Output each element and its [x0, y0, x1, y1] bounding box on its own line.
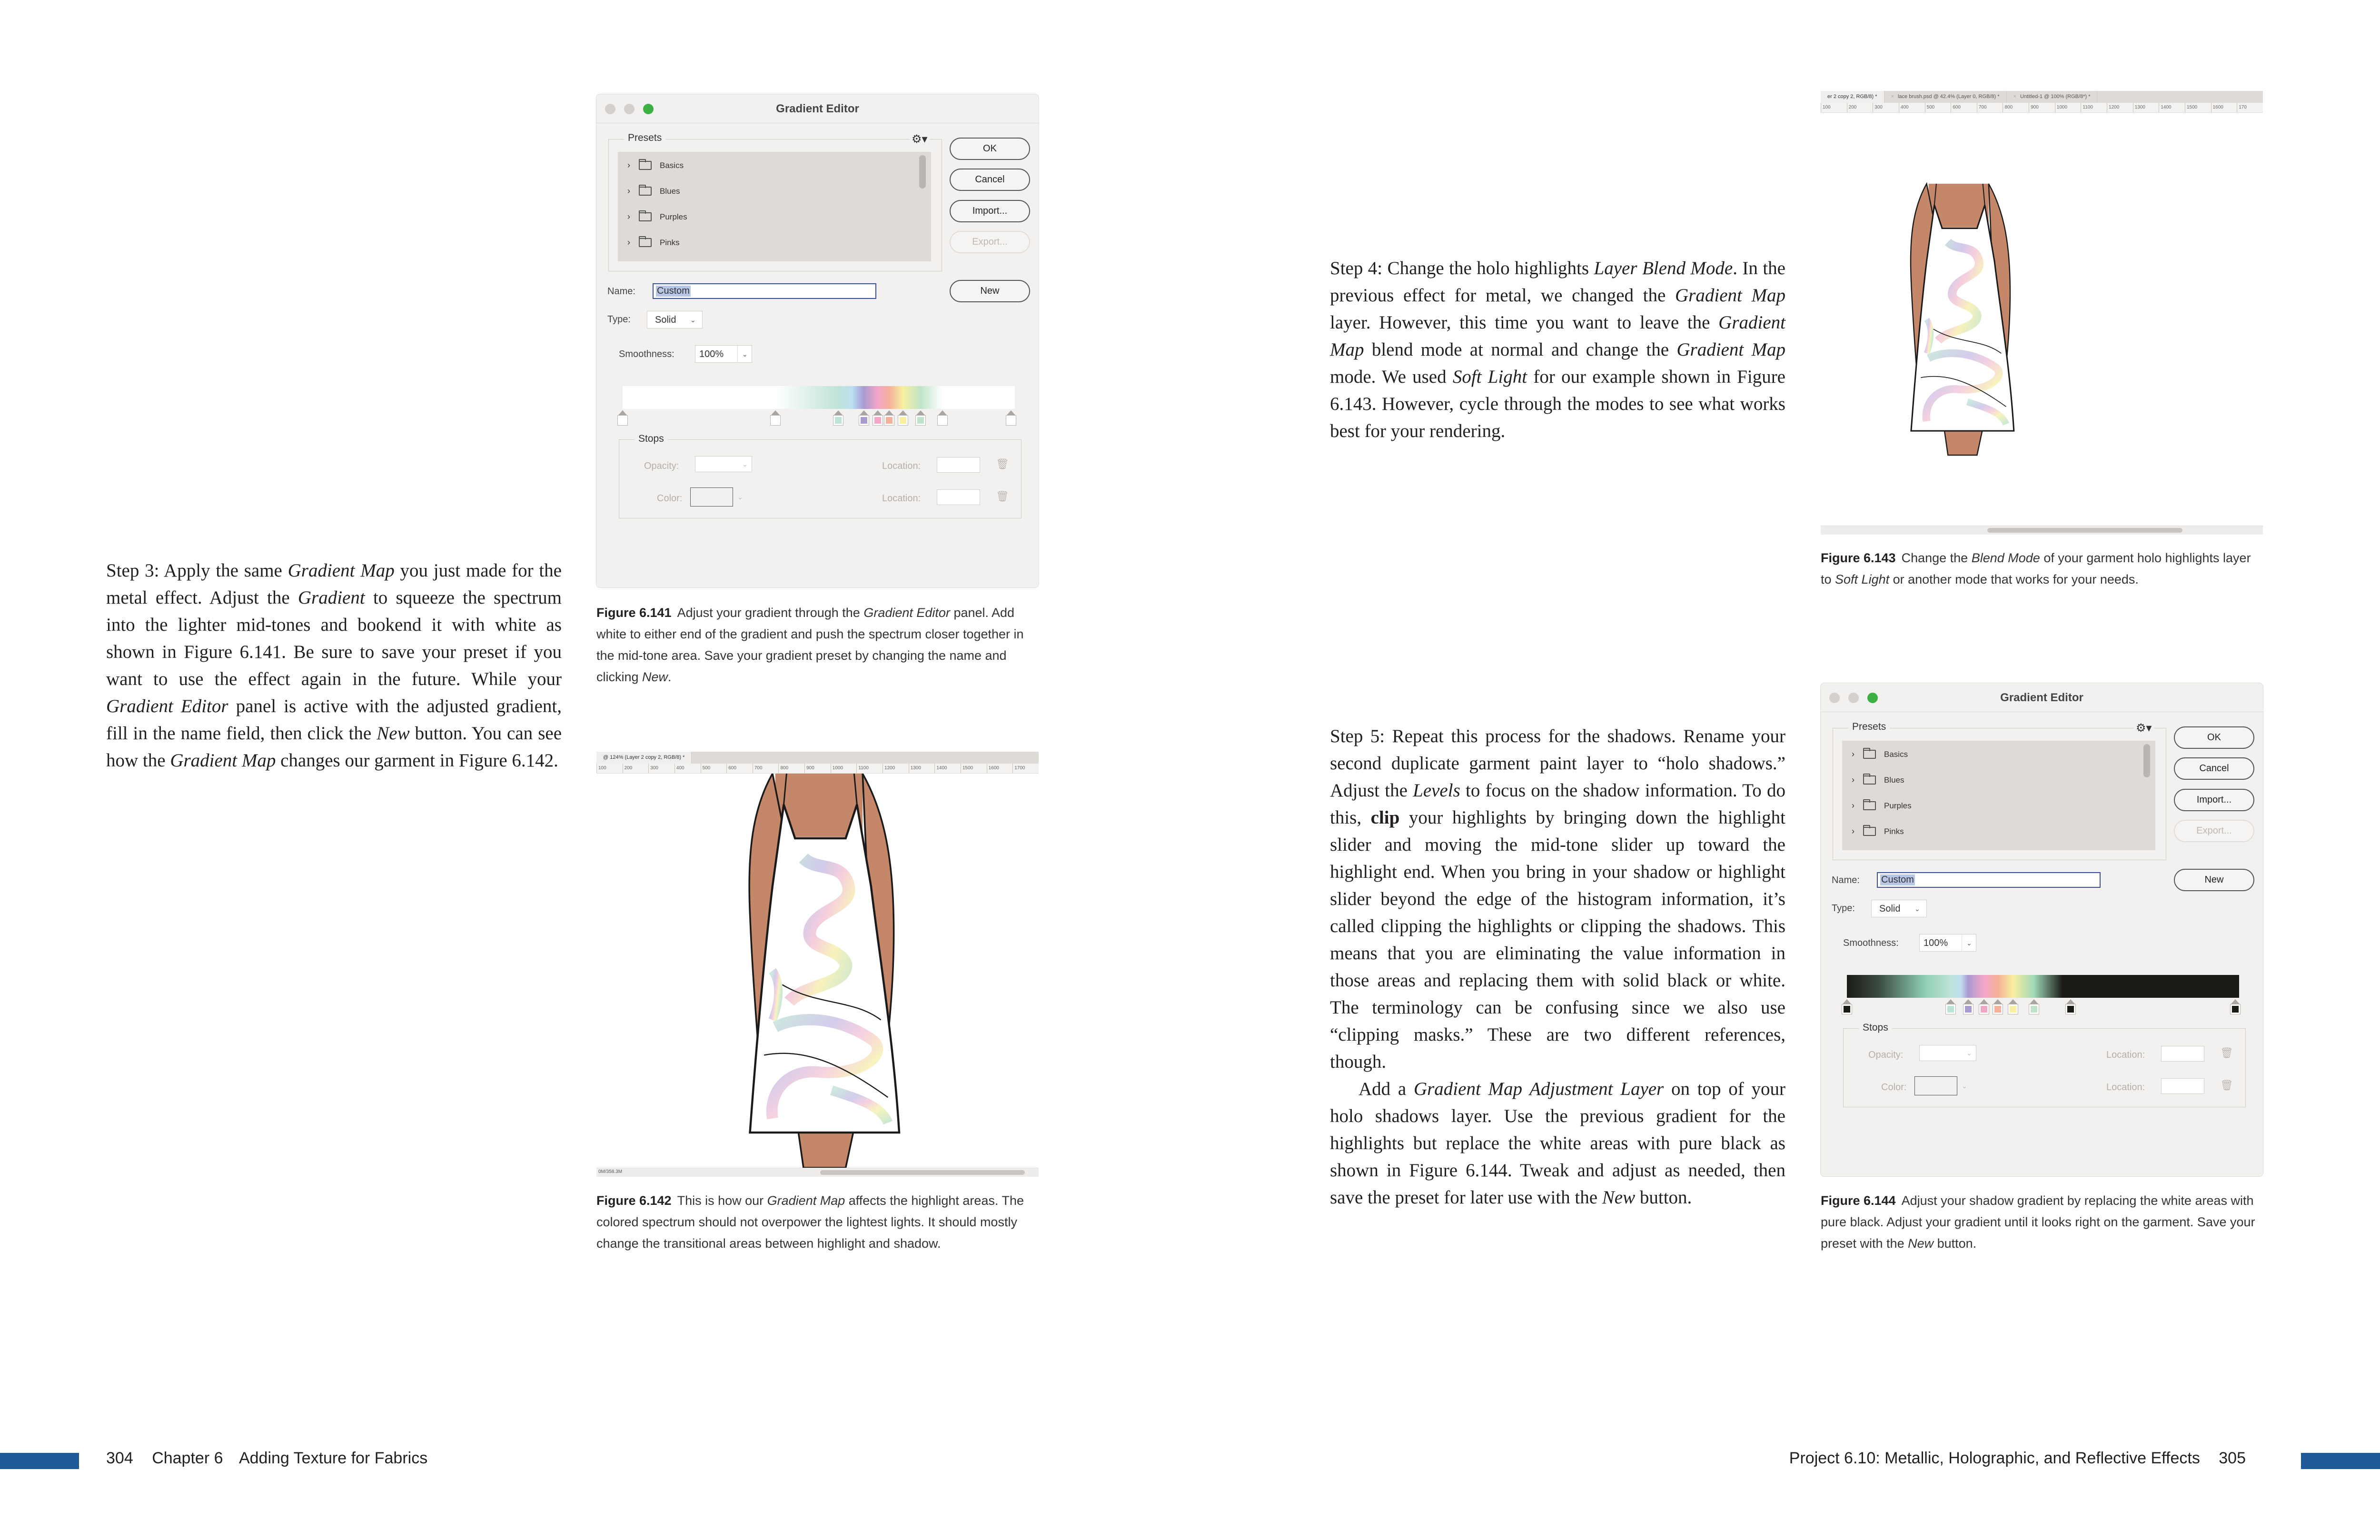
chevron-right-icon[interactable]: ›	[1852, 826, 1854, 836]
stops-group	[619, 439, 1021, 518]
text-run: .	[668, 670, 672, 684]
ruler-tick-label: 200	[623, 764, 649, 773]
cancel-button[interactable]: Cancel	[950, 169, 1030, 191]
figure-label: Figure 6.142	[596, 1193, 672, 1208]
ruler-tick-label: 170	[2237, 103, 2263, 112]
presets-label: Presets	[624, 132, 665, 144]
gear-icon[interactable]: ⚙▾	[910, 132, 930, 146]
chevron-right-icon[interactable]: ›	[627, 238, 630, 247]
preset-label: Purples	[660, 212, 687, 221]
emphasized-term: Gradient	[298, 587, 365, 608]
emphasized-term: Gradient Map	[170, 750, 276, 771]
horizontal-ruler	[596, 764, 1039, 774]
gradient-stop-marker[interactable]	[1006, 410, 1016, 426]
page-number: 305	[2219, 1449, 2246, 1467]
preset-folder[interactable]	[1842, 823, 2137, 842]
text-run: affects the highlight areas. The colored spectrum should not overpower the lightest lights. It should mostly change the transitional areas between highlight and shadow.	[596, 1193, 1024, 1251]
ruler-tick-label: 1700	[1012, 764, 1039, 773]
text-run: Adjust your gradient through the	[677, 606, 864, 620]
name-value: Custom	[1881, 874, 1914, 885]
emphasized-term: Gradient Map	[767, 1193, 845, 1208]
horizontal-ruler	[1821, 103, 2263, 113]
step-5-paragraph	[1330, 723, 1785, 1211]
smoothness-value: 100%	[699, 349, 724, 359]
text-run: Step 4: Change the holo highlights	[1330, 258, 1594, 278]
gradient-stop-marker[interactable]	[859, 410, 869, 426]
text-run: or another mode that works for your needs.	[1889, 572, 2139, 586]
import-button[interactable]: Import...	[2174, 789, 2254, 811]
folder-icon	[1863, 801, 1876, 810]
opacity-location-input[interactable]	[2161, 1046, 2204, 1062]
preset-folder[interactable]	[618, 157, 913, 176]
text-run: Step 5: Repeat this process for the shadows. Rename your second duplicate garment paint layer to “holo shadows.” Adjust the	[1330, 726, 1785, 801]
chevron-down-icon[interactable]: ⌄	[1966, 939, 1972, 947]
chevron-down-icon[interactable]: ⌄	[737, 493, 743, 501]
figure-6-143-caption	[1821, 547, 2263, 590]
text-run: changes our garment in Figure 6.142.	[276, 750, 558, 771]
new-button[interactable]: New	[2174, 869, 2254, 891]
preset-label: Basics	[1884, 750, 1908, 759]
stops-group	[1843, 1028, 2246, 1107]
presets-scrollbar[interactable]	[919, 155, 926, 189]
text-run: layer. However, this time you want to leave the	[1330, 312, 1719, 333]
text-run: Adjust your shadow gradient by replacing the white areas with pure black. Adjust your gradient until it looks right on the garment. Save your preset with the	[1821, 1193, 2255, 1251]
gradient-stop-marker[interactable]	[1993, 999, 2003, 1014]
chevron-down-icon: ⌄	[1914, 905, 1920, 913]
trash-icon[interactable]: 🗑	[2220, 1079, 2233, 1091]
import-button[interactable]: Import...	[950, 200, 1030, 222]
ruler-tick-label: 600	[1951, 103, 1977, 112]
gradient-stop-marker[interactable]	[770, 410, 781, 426]
emphasized-term: Soft Light	[1835, 572, 1890, 586]
emphasized-term: Soft Light	[1452, 367, 1527, 387]
gradient-stop-marker[interactable]	[937, 410, 948, 426]
export-button[interactable]: Export...	[2174, 820, 2254, 842]
footer-left	[106, 1449, 427, 1468]
chevron-down-icon: ⌄	[690, 316, 696, 324]
page-number: 304	[106, 1449, 133, 1467]
figure-6-142-caption	[596, 1190, 1039, 1254]
text-run: Step 3: Apply the same	[106, 560, 288, 581]
document-tab[interactable]	[2007, 91, 2098, 103]
text-run: button.	[1635, 1187, 1692, 1208]
text-run: button. You can see how the	[106, 723, 562, 771]
chevron-down-icon[interactable]: ⌄	[742, 460, 748, 468]
status-bar	[596, 1168, 1039, 1177]
text-run: mode. We used	[1330, 367, 1453, 387]
type-select[interactable]	[647, 311, 703, 328]
preset-label: Basics	[660, 161, 684, 170]
opacity-input[interactable]	[695, 456, 752, 472]
ruler-tick-label: 900	[2029, 103, 2055, 112]
chevron-right-icon[interactable]: ›	[1852, 749, 1854, 759]
emphasized-term: Gradient Map Adjustment Layer	[1413, 1079, 1664, 1099]
tab-label: er 2 copy 2, RGB/8) *	[1827, 94, 1877, 99]
gradient-stop-marker[interactable]	[915, 410, 926, 426]
ruler-tick-label: 700	[753, 764, 779, 773]
ruler-tick-label: 1300	[909, 764, 935, 773]
opacity-label: Opacity:	[644, 461, 679, 471]
folder-icon	[1863, 827, 1876, 836]
step-5-text	[1330, 723, 1785, 1075]
new-button[interactable]: New	[950, 280, 1030, 302]
opacity-input[interactable]	[1919, 1045, 1976, 1061]
color-location-label: Location:	[882, 493, 921, 504]
figure-label: Figure 6.143	[1821, 551, 1896, 565]
step-3-text	[106, 557, 562, 774]
cancel-button[interactable]: Cancel	[2174, 757, 2254, 780]
horizontal-scrollbar[interactable]	[820, 1170, 1025, 1175]
status-bar	[1821, 526, 2263, 535]
ruler-tick-label: 800	[778, 764, 804, 773]
ruler-tick-label: 1400	[934, 764, 961, 773]
emphasized-term: Gradient Map	[288, 560, 395, 581]
tab-label: @ 124% (Layer 2 copy 2, RGB/8) *	[603, 755, 685, 760]
gradient-stop-marker[interactable]	[2008, 999, 2018, 1014]
text-run: Change the	[1901, 551, 1972, 565]
tab-label: Untitled-1 @ 100% (RGB/8*) *	[2020, 94, 2091, 99]
emphasized-term: New	[1602, 1187, 1636, 1208]
chevron-right-icon[interactable]: ›	[1852, 801, 1854, 810]
close-tab-icon[interactable]: ×	[2013, 94, 2016, 99]
color-swatch[interactable]	[690, 487, 733, 507]
ruler-tick-label: 1500	[961, 764, 987, 773]
ruler-tick-label: 1500	[2185, 103, 2211, 112]
color-label: Color:	[657, 493, 683, 504]
ruler-tick-label: 1200	[2107, 103, 2133, 112]
trash-icon[interactable]: 🗑	[996, 458, 1009, 470]
emphasized-term: New	[377, 723, 410, 744]
chevron-right-icon[interactable]: ›	[627, 160, 630, 170]
text-run: you just made for the metal effect. Adjust the	[106, 560, 562, 608]
folder-icon	[639, 161, 652, 170]
ruler-tick-label: 100	[596, 764, 623, 773]
step-3-paragraph	[106, 557, 562, 774]
emphasized-term: Gradient Map	[1676, 339, 1786, 360]
preset-label: Purples	[1884, 801, 1912, 810]
chevron-down-icon[interactable]: ⌄	[1962, 1082, 1967, 1090]
footer-right	[1789, 1449, 2246, 1468]
trash-icon[interactable]: 🗑	[996, 490, 1009, 502]
gradient-preview-bar[interactable]	[623, 386, 1015, 409]
chapter-title: Adding Texture for Fabrics	[238, 1449, 428, 1467]
opacity-location-label: Location:	[882, 461, 921, 471]
ruler-tick-label: 700	[1977, 103, 2003, 112]
gradient-stop-marker[interactable]	[2230, 999, 2241, 1014]
gradient-preview-bar[interactable]	[1847, 975, 2239, 998]
color-location-input[interactable]	[2161, 1078, 2204, 1094]
type-value: Solid	[1879, 904, 1901, 914]
emphasized-term: New	[1908, 1236, 1934, 1251]
text-run: . In the previous effect for metal, we changed the	[1330, 258, 1785, 306]
name-input[interactable]	[1877, 872, 2101, 888]
folder-icon	[1863, 775, 1876, 785]
gradient-stop-marker[interactable]	[833, 410, 843, 426]
gradient-stop-marker[interactable]	[2065, 999, 2076, 1014]
ruler-tick-label: 1300	[2133, 103, 2159, 112]
chevron-down-icon[interactable]: ⌄	[1966, 1049, 1972, 1057]
color-swatch[interactable]	[1914, 1076, 1957, 1095]
ruler-tick-label: 400	[1899, 103, 1925, 112]
step-4-paragraph	[1330, 255, 1785, 445]
smoothness-label: Smoothness:	[1843, 938, 1899, 948]
folder-icon	[639, 238, 652, 247]
smoothness-value: 100%	[1924, 938, 1948, 948]
text-run: Add a	[1359, 1079, 1414, 1099]
type-label: Type:	[1832, 903, 1855, 914]
text-run: to focus on the shadow information. To do this,	[1330, 780, 1785, 828]
preset-label: Pinks	[660, 238, 680, 247]
ok-button[interactable]: OK	[2174, 726, 2254, 749]
dialog-title: Gradient Editor	[776, 102, 859, 115]
text-run: for our example shown in Figure 6.143. However, cycle through the modes to see what works best for your rendering.	[1330, 367, 1785, 441]
export-button[interactable]: Export...	[950, 231, 1030, 253]
preset-label: Blues	[660, 187, 680, 196]
ruler-tick-label: 1100	[856, 764, 883, 773]
preset-folder[interactable]	[1842, 771, 2137, 790]
footer-accent-bar-right	[2301, 1453, 2380, 1469]
presets-list	[1842, 741, 2155, 850]
garment-illustration	[596, 774, 1039, 1168]
gradient-stop-marker[interactable]	[884, 410, 894, 426]
figure-label: Figure 6.144	[1821, 1193, 1896, 1208]
garment-illustration	[1821, 113, 2263, 526]
smoothness-input[interactable]	[1919, 934, 1976, 952]
preset-folder[interactable]	[618, 234, 913, 253]
preset-label: Pinks	[1884, 827, 1904, 836]
chevron-right-icon[interactable]: ›	[1852, 775, 1854, 785]
presets-scrollbar[interactable]	[2143, 744, 2150, 777]
smoothness-input[interactable]	[695, 345, 752, 363]
text-run: panel. Add white to either end of the gradient and push the spectrum closer together in the mid-tone area. Save your gradient preset by changing the name and clicking	[596, 606, 1024, 684]
ruler-tick-label: 600	[726, 764, 753, 773]
color-label: Color:	[1881, 1082, 1907, 1093]
document-tab-bar	[596, 752, 1039, 764]
ruler-tick-label: 1600	[987, 764, 1013, 773]
text-run: button.	[1934, 1236, 1977, 1251]
preset-label: Blues	[1884, 775, 1904, 785]
name-value: Custom	[657, 286, 690, 296]
preset-folder[interactable]	[618, 182, 913, 201]
preset-folder[interactable]	[1842, 797, 2137, 816]
gradient-stop-marker[interactable]	[1979, 999, 1989, 1014]
figure-6-144-caption	[1821, 1190, 2263, 1254]
smoothness-label: Smoothness:	[619, 349, 674, 359]
emphasized-term: Layer Blend Mode	[1594, 258, 1733, 278]
chevron-down-icon[interactable]: ⌄	[742, 350, 748, 358]
ruler-tick-label: 1000	[2055, 103, 2081, 112]
type-select[interactable]	[1871, 900, 1927, 917]
name-label: Name:	[607, 286, 635, 297]
gradient-stop-marker[interactable]	[873, 410, 883, 426]
figure-6-141-caption	[596, 602, 1039, 688]
emphasized-term: Gradient Map	[1330, 312, 1785, 360]
emphasized-term: New	[642, 670, 668, 684]
emphasized-term: Blend Mode	[1971, 551, 2040, 565]
emphasized-term: Gradient Editor	[106, 696, 228, 716]
ok-button[interactable]: OK	[950, 138, 1030, 160]
text-run: This is how our	[677, 1193, 767, 1208]
preset-folder[interactable]	[618, 208, 913, 227]
color-location-input[interactable]	[937, 489, 980, 505]
close-tab-icon[interactable]: ×	[1891, 94, 1894, 99]
photoshop-window-fig143	[1821, 91, 2263, 535]
gradient-stop-marker[interactable]	[2029, 999, 2039, 1014]
text-run: to squeeze the spectrum into the lighter mid-tones and bookend it with white as shown in Figure 6.141. Be sure to save your preset if you want to use the effect again in the future. While your	[106, 587, 562, 689]
section-title: Project 6.10: Metallic, Holographic, and Reflective Effects	[1789, 1449, 2200, 1467]
folder-icon	[1863, 750, 1876, 759]
gradient-editor	[1821, 683, 2263, 1176]
horizontal-scrollbar[interactable]	[1987, 528, 2182, 533]
photoshop-window-fig142	[596, 752, 1039, 1177]
gear-icon[interactable]: ⚙▾	[2134, 721, 2154, 735]
text-run: of your garment holo highlights layer to	[1821, 551, 2251, 586]
gradient-stop-marker[interactable]	[1963, 999, 1973, 1014]
name-input[interactable]	[653, 283, 876, 299]
emphasized-term: Gradient Editor	[863, 606, 950, 620]
text-run: blend mode at normal and change the	[1364, 339, 1677, 360]
chevron-right-icon[interactable]: ›	[627, 212, 630, 221]
bold-term: clip	[1370, 807, 1400, 828]
text-run: on top of your holo shadows layer. Use the previous gradient for the highlights but replace the white areas with pure black as shown in Figure 6.144. Tweak and adjust as needed, then save the preset for later use with the	[1330, 1079, 1786, 1208]
name-label: Name:	[1832, 875, 1860, 885]
folder-icon	[639, 187, 652, 196]
ruler-tick-label: 800	[2003, 103, 2029, 112]
opacity-location-label: Location:	[2106, 1050, 2145, 1060]
dialog-title: Gradient Editor	[2000, 691, 2083, 704]
opacity-label: Opacity:	[1868, 1050, 1904, 1060]
ruler-tick-label: 400	[674, 764, 701, 773]
emphasized-term: Gradient Map	[1675, 285, 1786, 306]
document-tab[interactable]	[596, 752, 692, 764]
chevron-right-icon[interactable]: ›	[627, 186, 630, 196]
document-size: 0M/358.3M	[598, 1169, 623, 1174]
document-tab-bar	[1821, 91, 2263, 103]
type-label: Type:	[607, 314, 631, 325]
trash-icon[interactable]: 🗑	[2220, 1047, 2233, 1059]
preset-folder[interactable]	[1842, 745, 2137, 765]
opacity-location-input[interactable]	[937, 457, 980, 473]
document-tab[interactable]	[1821, 91, 1884, 103]
ruler-tick-label: 100	[1821, 103, 1847, 112]
ruler-tick-label: 500	[1925, 103, 1951, 112]
emphasized-term: Levels	[1413, 780, 1460, 801]
footer-accent-bar-left	[0, 1453, 79, 1469]
stops-label: Stops	[1859, 1022, 1892, 1033]
ruler-tick-label: 1600	[2211, 103, 2237, 112]
presets-list	[618, 152, 931, 261]
presets-label: Presets	[1848, 721, 1890, 733]
stops-label: Stops	[635, 433, 668, 445]
text-run: your highlights by bringing down the highlight slider and moving the mid-tone slider up toward the highlight end. When you bring in your shadow or highlight slider beyond the edge of the histogram information, it’s called clipping the highlights or clipping the shadows. This means that you are eliminating the value information in those areas and replacing them with solid black or white. The terminology can be confusing since we also use “clipping masks.” These are two different references, though.	[1330, 807, 1785, 1072]
text-run: panel is active with the adjusted gradient, fill in the name field, then click the	[106, 696, 562, 744]
ruler-tick-label: 1200	[883, 764, 909, 773]
ruler-tick-label: 200	[1847, 103, 1873, 112]
tab-label: lace brush.psd @ 42.4% (Layer 0, RGB/8) *	[1897, 94, 2000, 99]
gradient-stop-marker[interactable]	[617, 410, 628, 426]
ruler-tick-label: 300	[648, 764, 674, 773]
gradient-editor	[596, 94, 1039, 587]
gradient-stop-marker[interactable]	[1842, 999, 1852, 1014]
step-5-continued-text	[1330, 1075, 1785, 1211]
step-4-text	[1330, 255, 1785, 445]
gradient-stop-marker[interactable]	[898, 410, 908, 426]
color-location-label: Location:	[2106, 1082, 2145, 1093]
ruler-tick-label: 1400	[2159, 103, 2185, 112]
ruler-tick-label: 1100	[2081, 103, 2107, 112]
type-value: Solid	[655, 315, 676, 325]
ruler-tick-label: 900	[804, 764, 831, 773]
figure-label: Figure 6.141	[596, 606, 672, 620]
ruler-tick-label: 1000	[831, 764, 857, 773]
ruler-tick-label: 500	[701, 764, 727, 773]
chapter-label: Chapter 6	[152, 1449, 223, 1467]
gradient-stop-marker[interactable]	[1945, 999, 1956, 1014]
ruler-tick-label: 300	[1873, 103, 1899, 112]
folder-icon	[639, 212, 652, 221]
document-tab[interactable]	[1884, 91, 2007, 103]
